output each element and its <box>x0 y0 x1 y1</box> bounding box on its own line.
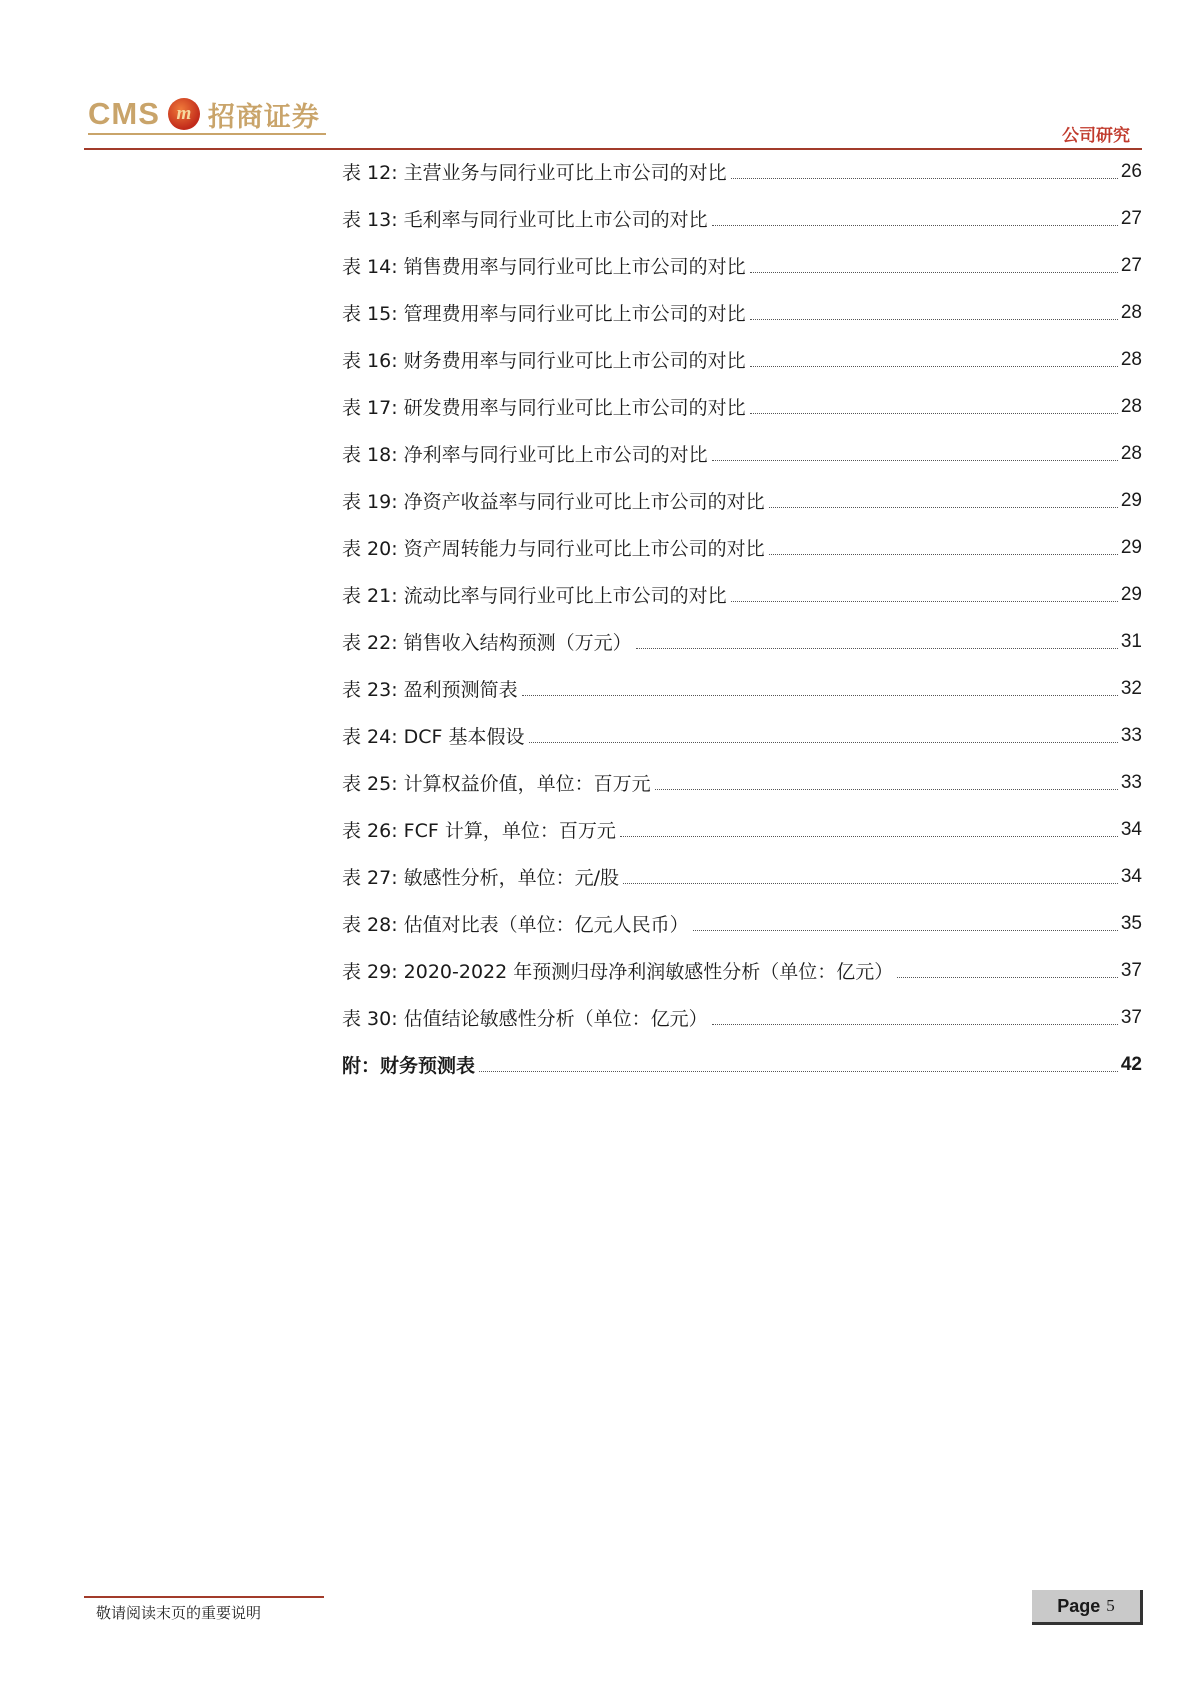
toc-entry-page: 32 <box>1120 677 1142 699</box>
logo-latin: CMS <box>88 96 160 131</box>
toc-leader-dots <box>522 695 1118 696</box>
toc-entry-label: 表 22: 销售收入结构预测（万元） <box>342 632 632 654</box>
toc-entry[interactable] <box>342 383 1142 430</box>
toc-entry[interactable] <box>342 477 1142 524</box>
toc-leader-dots <box>750 366 1118 367</box>
toc-entry[interactable] <box>342 336 1142 383</box>
toc-entry-label: 表 29: 2020-2022 年预测归母净利润敏感性分析（单位：亿元） <box>342 961 894 983</box>
toc-entry-label: 表 12: 主营业务与同行业可比上市公司的对比 <box>342 162 727 184</box>
toc-entry-page: 26 <box>1120 160 1142 182</box>
toc-leader-dots <box>693 930 1118 931</box>
company-logo <box>88 94 320 134</box>
toc-entry[interactable] <box>342 524 1142 571</box>
footer-divider <box>84 1596 324 1598</box>
toc-leader-dots <box>529 742 1118 743</box>
section-title: 公司研究 <box>1062 126 1130 146</box>
toc-leader-dots <box>731 178 1118 179</box>
table-of-contents <box>342 148 1142 1088</box>
page-number: 5 <box>1106 1596 1115 1615</box>
toc-leader-dots <box>897 977 1118 978</box>
toc-entry[interactable] <box>342 571 1142 618</box>
toc-entry-page: 34 <box>1120 865 1142 887</box>
toc-leader-dots <box>750 319 1118 320</box>
toc-entry-page: 27 <box>1120 254 1142 276</box>
toc-entry-label: 附：财务预测表 <box>342 1055 476 1077</box>
toc-entry-label: 表 26: FCF 计算，单位：百万元 <box>342 820 616 842</box>
toc-entry-label: 表 15: 管理费用率与同行业可比上市公司的对比 <box>342 303 746 325</box>
toc-entry-label: 表 24: DCF 基本假设 <box>342 726 525 748</box>
toc-leader-dots <box>769 507 1118 508</box>
toc-entry-page: 29 <box>1120 489 1142 511</box>
logo-underline <box>88 133 326 135</box>
toc-entry-label: 表 21: 流动比率与同行业可比上市公司的对比 <box>342 585 727 607</box>
toc-entry[interactable] <box>342 430 1142 477</box>
toc-entry-label: 表 14: 销售费用率与同行业可比上市公司的对比 <box>342 256 746 278</box>
toc-entry-label: 表 16: 财务费用率与同行业可比上市公司的对比 <box>342 350 746 372</box>
page-indicator <box>1032 1590 1143 1625</box>
toc-leader-dots <box>620 836 1118 837</box>
toc-leader-dots <box>712 460 1118 461</box>
toc-entry-label: 表 18: 净利率与同行业可比上市公司的对比 <box>342 444 708 466</box>
toc-entry-label: 表 30: 估值结论敏感性分析（单位：亿元） <box>342 1008 708 1030</box>
toc-entry[interactable] <box>342 618 1142 665</box>
toc-entry-page: 42 <box>1120 1053 1142 1075</box>
toc-entry[interactable] <box>342 806 1142 853</box>
toc-leader-dots <box>750 413 1118 414</box>
toc-entry-page: 33 <box>1120 724 1142 746</box>
toc-entry[interactable] <box>342 759 1142 806</box>
toc-entry-page: 29 <box>1120 536 1142 558</box>
toc-entry[interactable] <box>342 900 1142 947</box>
toc-entry[interactable] <box>342 148 1142 195</box>
toc-entry-label: 表 17: 研发费用率与同行业可比上市公司的对比 <box>342 397 746 419</box>
toc-entry[interactable] <box>342 853 1142 900</box>
toc-entry[interactable] <box>342 195 1142 242</box>
toc-leader-dots <box>731 601 1118 602</box>
toc-entry[interactable] <box>342 712 1142 759</box>
toc-leader-dots <box>712 225 1118 226</box>
toc-entry-label: 表 25: 计算权益价值，单位：百万元 <box>342 773 651 795</box>
toc-leader-dots <box>623 883 1118 884</box>
toc-entry[interactable] <box>342 1041 1142 1088</box>
toc-entry-page: 28 <box>1120 395 1142 417</box>
toc-entry-label: 表 28: 估值对比表（单位：亿元人民币） <box>342 914 689 936</box>
toc-entry-page: 34 <box>1120 818 1142 840</box>
toc-entry-label: 表 23: 盈利预测简表 <box>342 679 518 701</box>
toc-entry[interactable] <box>342 242 1142 289</box>
toc-entry[interactable] <box>342 994 1142 1041</box>
toc-leader-dots <box>479 1071 1118 1072</box>
toc-leader-dots <box>712 1024 1118 1025</box>
toc-entry-label: 表 19: 净资产收益率与同行业可比上市公司的对比 <box>342 491 765 513</box>
toc-leader-dots <box>655 789 1118 790</box>
footer-disclaimer: 敬请阅读末页的重要说明 <box>96 1604 262 1622</box>
toc-entry[interactable] <box>342 947 1142 994</box>
toc-entry[interactable] <box>342 289 1142 336</box>
toc-entry-page: 29 <box>1120 583 1142 605</box>
logo-emblem-icon: m <box>168 98 200 130</box>
toc-leader-dots <box>769 554 1118 555</box>
toc-entry-label: 表 27: 敏感性分析，单位：元/股 <box>342 867 620 889</box>
toc-entry[interactable] <box>342 665 1142 712</box>
toc-leader-dots <box>636 648 1118 649</box>
toc-entry-page: 28 <box>1120 301 1142 323</box>
toc-entry-page: 35 <box>1120 912 1142 934</box>
toc-leader-dots <box>750 272 1118 273</box>
toc-entry-page: 31 <box>1120 630 1142 652</box>
page-label: Page <box>1057 1595 1101 1616</box>
toc-entry-page: 28 <box>1120 348 1142 370</box>
toc-entry-page: 27 <box>1120 207 1142 229</box>
toc-entry-label: 表 20: 资产周转能力与同行业可比上市公司的对比 <box>342 538 765 560</box>
toc-entry-page: 33 <box>1120 771 1142 793</box>
toc-entry-page: 37 <box>1120 959 1142 981</box>
toc-entry-label: 表 13: 毛利率与同行业可比上市公司的对比 <box>342 209 708 231</box>
toc-entry-page: 37 <box>1120 1006 1142 1028</box>
toc-entry-page: 28 <box>1120 442 1142 464</box>
logo-chinese: 招商证券 <box>207 101 320 133</box>
